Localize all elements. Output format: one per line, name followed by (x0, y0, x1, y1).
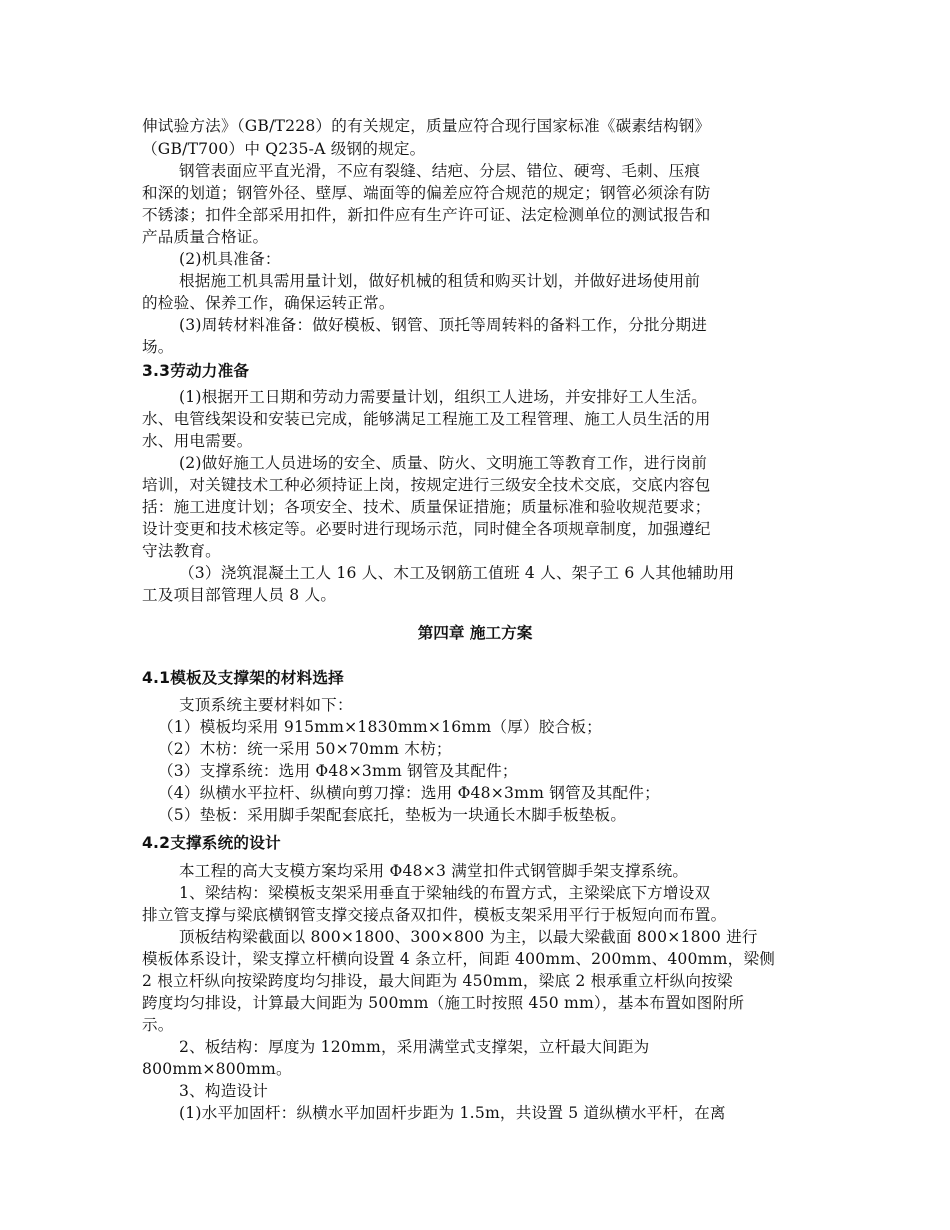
paragraph-line: （3）浇筑混凝土工人 16 人、木工及钢筋工值班 4 人、架子工 6 人其他辅助用 (179, 564, 735, 582)
paragraph-line: 800mm×800mm。 (142, 1060, 292, 1078)
paragraph-line: 守法教育。 (142, 542, 221, 560)
section-heading: 4.2支撑系统的设计 (142, 834, 281, 852)
list-item: （5）垫板：采用脚手架配套底托，垫板为一块通长木脚手板垫板。 (158, 806, 627, 824)
list-item: （1）模板均采用 915mm×1830mm×16mm（厚）胶合板； (158, 718, 602, 736)
paragraph-line: 2 根立杆纵向按梁跨度均匀排设，最大间距为 450mm，梁底 2 根承重立杆纵向按梁 (142, 972, 733, 990)
paragraph-line: 伸试验方法》（GB/T228）的有关规定，质量应符合现行国家标准《碳素结构钢》 (142, 117, 711, 135)
paragraph-line: 水、电管线架设和安装已完成，能够满足工程施工及工程管理、施工人员生活的用 (142, 410, 711, 428)
paragraph-line: 3、构造设计 (179, 1082, 269, 1100)
paragraph-line: 培训，对关键技术工种必须持证上岗，按规定进行三级安全技术交底，交底内容包 (142, 476, 711, 494)
paragraph-line: 设计变更和技术核定等。必要时进行现场示范，同时健全各项规章制度，加强遵纪 (142, 520, 711, 538)
paragraph-line: (1)根据开工日期和劳动力需要量计划，组织工人进场，并安排好工人生活。 (179, 388, 708, 406)
list-item: （2）木枋：统一采用 50×70mm 木枋； (158, 740, 452, 758)
paragraph-line: 示。 (142, 1016, 174, 1034)
paragraph-line: （GB/T700）中 Q235-A 级钢的规定。 (142, 140, 426, 158)
paragraph-line: 排立管支撑与梁底横钢管支撑交接点备双扣件，模板支架采用平行于板短向而布置。 (142, 906, 727, 924)
paragraph-line: 跨度均匀排设，计算最大间距为 500mm（施工时按照 450 mm），基本布置如图附所 (142, 994, 745, 1012)
paragraph-line: 钢管表面应平直光滑，不应有裂缝、结疤、分层、错位、硬弯、毛刺、压痕 (179, 162, 701, 180)
paragraph-line: 不锈漆；扣件全部采用扣件，新扣件应有生产许可证、法定检测单位的测试报告和 (142, 206, 711, 224)
paragraph-line: 根据施工机具需用量计划，做好机械的租赁和购买计划，并做好进场使用前 (179, 272, 701, 290)
paragraph-line: 2、板结构：厚度为 120mm，采用满堂式支撑架，立杆最大间距为 (179, 1038, 650, 1056)
paragraph-line: (1)水平加固杆：纵横水平加固杆步距为 1.5m，共设置 5 道纵横水平杆，在离 (179, 1104, 726, 1122)
paragraph-line: (2)做好施工人员进场的安全、质量、防火、文明施工等教育工作，进行岗前 (179, 454, 708, 472)
paragraph-line: 本工程的高大支模方案均采用 Φ48×3 满堂扣件式钢管脚手架支撑系统。 (179, 862, 689, 880)
paragraph-line: 顶板结构梁截面以 800×1800、300×800 为主，以最大梁截面 800×1800 进行 (179, 928, 758, 946)
paragraph-line: 括：施工进度计划；各项安全、技术、质量保证措施；质量标准和验收规范要求； (142, 498, 711, 516)
subsection-label: (2)机具准备： (179, 250, 281, 268)
paragraph-line: (3)周转材料准备：做好模板、钢管、顶托等周转料的备料工作，分批分期进 (179, 316, 708, 334)
list-item: （4）纵横水平拉杆、纵横向剪刀撑：选用 Φ48×3mm 钢管及其配件； (158, 784, 660, 802)
paragraph-line: 1、梁结构：梁模板支架采用垂直于梁轴线的布置方式，主梁梁底下方增设双 (179, 884, 711, 902)
list-item: （3）支撑系统：选用 Φ48×3mm 钢管及其配件； (158, 762, 518, 780)
paragraph-line: 工及项目部管理人员 8 人。 (142, 586, 337, 604)
paragraph-line: 产品质量合格证。 (142, 228, 269, 246)
paragraph-line: 水、用电需要。 (142, 432, 253, 450)
section-heading: 4.1模板及支撑架的材料选择 (142, 669, 344, 687)
paragraph-line: 和深的划道；钢管外径、壁厚、端面等的偏差应符合规范的规定；钢管必须涂有防 (142, 184, 711, 202)
paragraph-line: 的检验、保养工作，确保运转正常。 (142, 294, 395, 312)
section-heading: 3.3劳动力准备 (142, 362, 250, 380)
paragraph-line: 场。 (142, 338, 174, 356)
chapter-title: 第四章 施工方案 (417, 624, 533, 642)
paragraph-line: 支顶系统主要材料如下： (179, 696, 353, 714)
paragraph-line: 模板体系设计，梁支撑立杆横向设置 4 条立杆，间距 400mm、200mm、400mm，梁侧 (142, 950, 776, 968)
